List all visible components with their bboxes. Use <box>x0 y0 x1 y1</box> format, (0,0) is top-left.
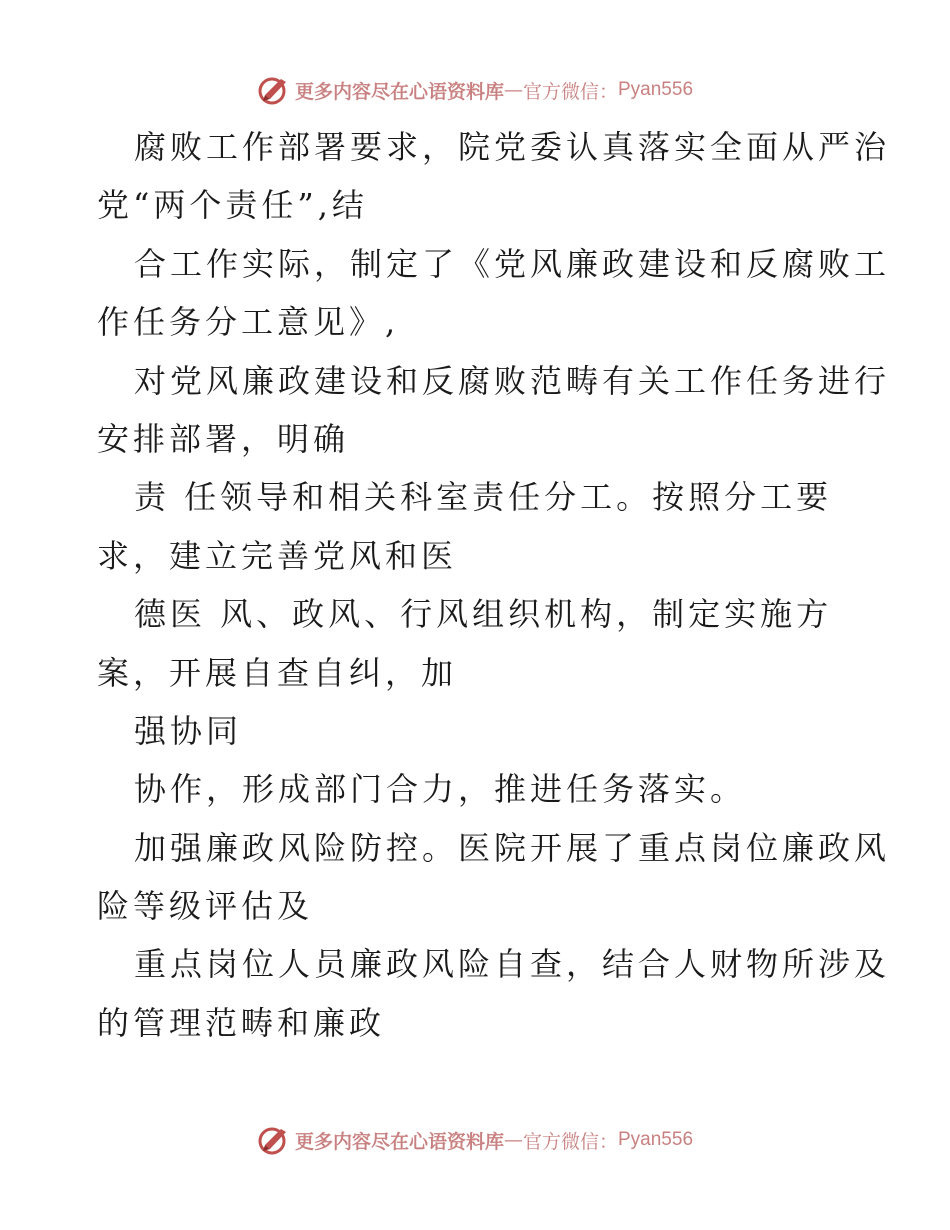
banner-dash: — <box>503 79 523 101</box>
banner-wechat-label: 官方微信： <box>522 80 618 103</box>
text-line: 重点岗位人员廉政风险自查，结合人财物所涉及 <box>134 945 891 984</box>
text-line: 案，开展自查自纠，加 <box>97 653 458 692</box>
text-line: 险等级评估及 <box>97 887 314 926</box>
text-line: 加强廉政风险防控。医院开展了重点岗位廉政风 <box>134 828 891 867</box>
text-line: 的管理范畴和廉政 <box>97 1003 386 1042</box>
text-line: 作任务分工意见》, <box>97 303 400 342</box>
banner-wechat-id: Pyan556 <box>618 79 694 100</box>
text-line: 责 任领导和相关科室责任分工。按照分工要 <box>134 478 833 517</box>
banner-wechat-id: Pyan556 <box>618 1129 694 1150</box>
text-line: 协作，形成部门合力，推进任务落实。 <box>134 770 747 809</box>
text-line: 德医 风、政风、行风组织机构，制定实施方 <box>134 595 833 634</box>
document-body <box>97 118 891 1052</box>
text-line: 求，建立完善党风和医 <box>97 536 458 575</box>
banner-dash: — <box>503 1129 523 1151</box>
banner-title: 更多内容尽在心语资料库 <box>294 80 504 103</box>
pen-logo-icon <box>257 1123 291 1157</box>
text-line: 合工作实际，制定了《党风廉政建设和反腐败工 <box>134 244 891 283</box>
text-line: 强协同 <box>134 711 243 750</box>
text-line: 腐败工作部署要求，院党委认真落实全面从严治 <box>134 128 891 166</box>
text-line: 党“两个责任”,结 <box>97 186 368 225</box>
header-banner <box>0 70 950 110</box>
footer-banner <box>0 1120 950 1160</box>
banner-title: 更多内容尽在心语资料库 <box>294 1130 504 1153</box>
banner-wechat-label: 官方微信： <box>522 1130 618 1153</box>
text-line: 对党风廉政建设和反腐败范畴有关工作任务进行 <box>134 361 891 400</box>
text-line: 安排部署，明确 <box>97 419 350 458</box>
pen-logo-icon <box>257 73 291 107</box>
